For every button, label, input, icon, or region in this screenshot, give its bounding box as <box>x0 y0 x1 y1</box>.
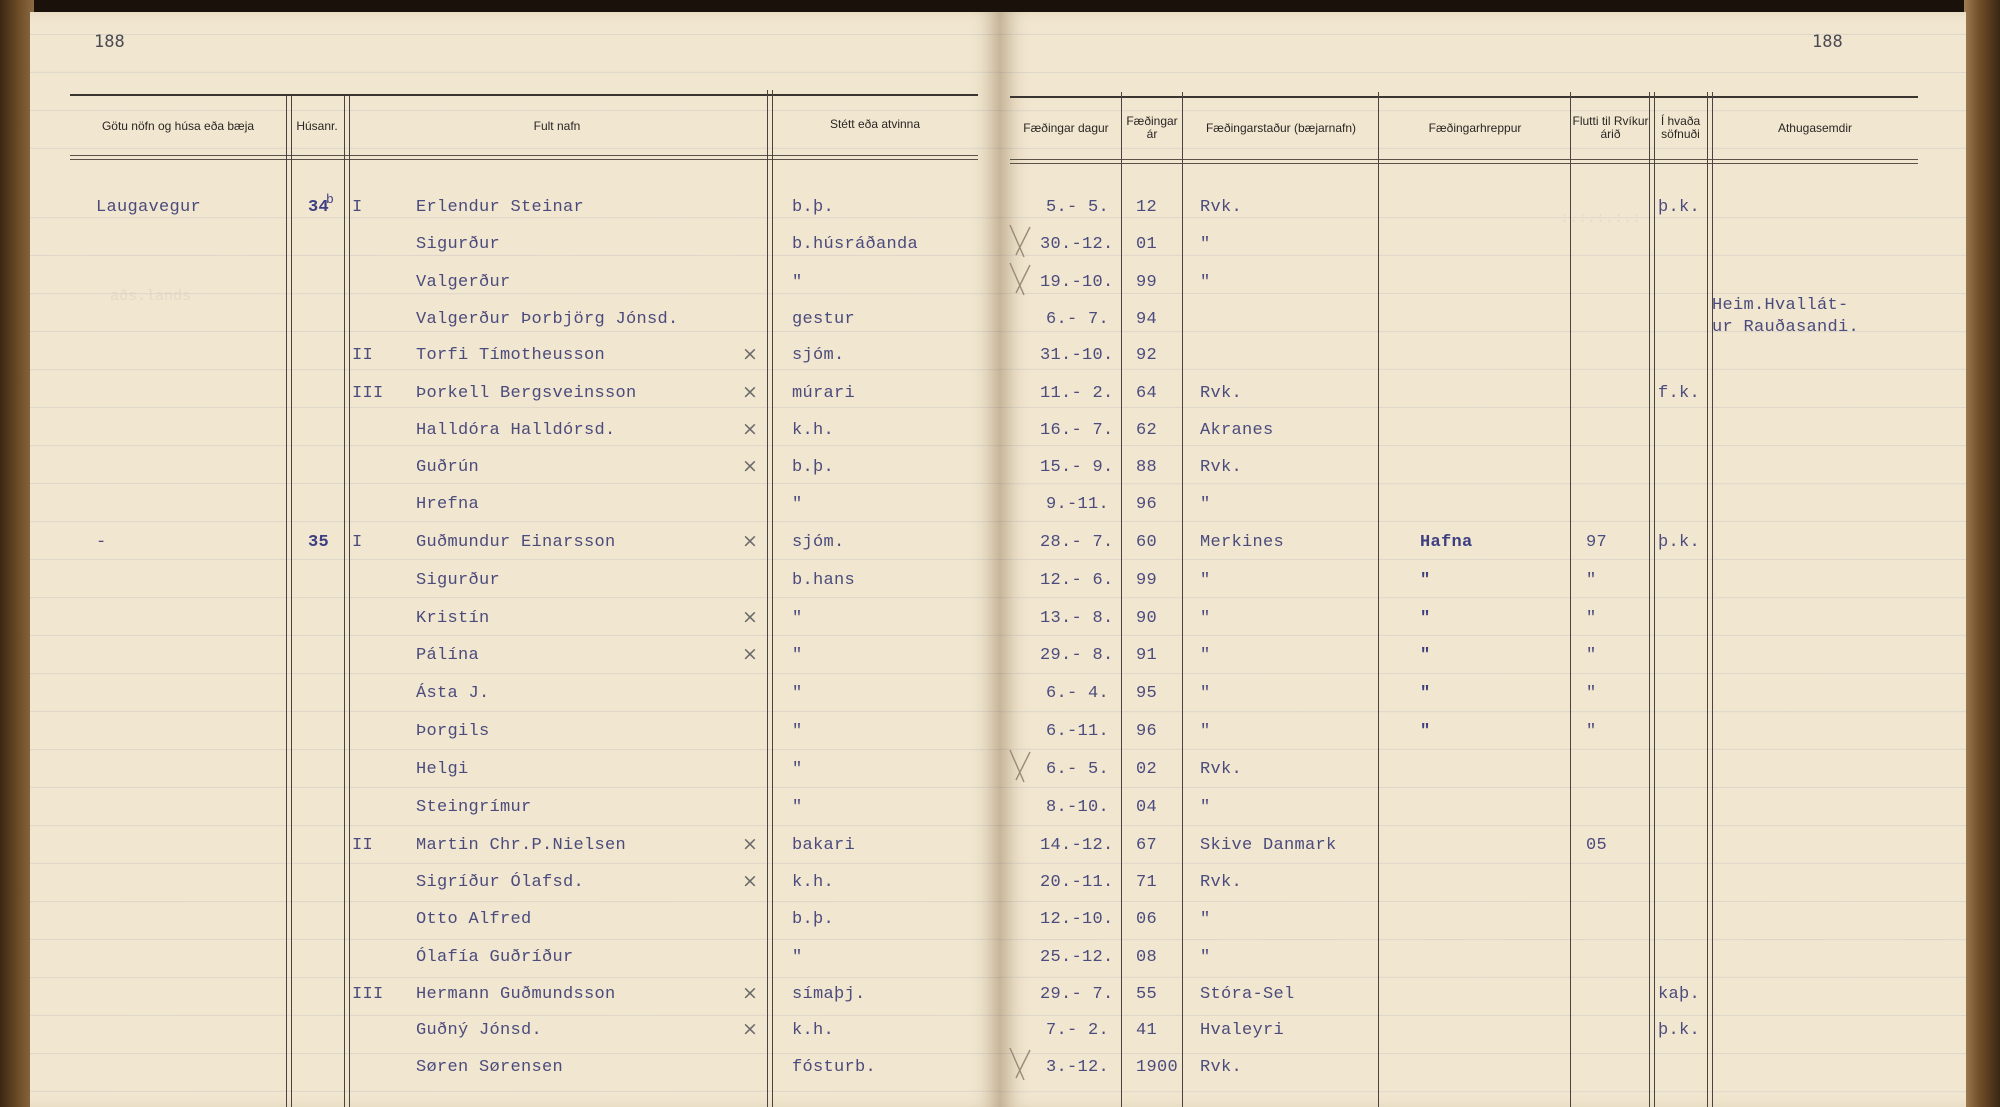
person-name: Sigurður <box>416 235 501 254</box>
col-divider <box>1649 92 1655 1107</box>
occupation-cell: sjóm. <box>792 533 845 552</box>
pencil-tick-icon <box>1004 221 1040 259</box>
header-bottom-rule-left <box>70 155 978 156</box>
col-divider <box>1378 92 1379 1107</box>
birth-day-cell: 25.-12. <box>1040 948 1114 967</box>
moved-year-cell: " <box>1586 722 1597 741</box>
person-name: Guðmundur Einarsson <box>416 533 616 552</box>
birth-place-cell: Rvk. <box>1200 458 1243 477</box>
check-cross-icon: × <box>742 606 758 628</box>
birth-year-cell: 12 <box>1136 198 1158 217</box>
house-number-cell: 34 <box>308 198 330 217</box>
header-street: Götu nöfn og húsa eða bæja <box>101 118 255 133</box>
birth-parish-cell: " <box>1420 646 1431 665</box>
person-name: Sigríður Ólafsd. <box>416 873 585 892</box>
person-name: Erlendur Steinar <box>416 198 585 217</box>
person-name: Hermann Guðmundsson <box>416 985 616 1004</box>
check-cross-icon: × <box>742 381 758 403</box>
occupation-cell: k.h. <box>792 873 835 892</box>
occupation-cell: b.þ. <box>792 910 835 929</box>
congregation-cell: þ.k. <box>1658 533 1701 552</box>
col-divider <box>1570 92 1571 1107</box>
page-number-left: 188 <box>94 32 125 52</box>
col-divider <box>344 96 350 1107</box>
birth-year-cell: 01 <box>1136 235 1158 254</box>
birth-day-cell: 12.- 6. <box>1040 571 1114 590</box>
birth-place-cell: Rvk. <box>1200 760 1243 779</box>
occupation-cell: " <box>792 684 803 703</box>
occupation-cell: " <box>792 798 803 817</box>
birth-year-cell: 96 <box>1136 495 1158 514</box>
header-congregation: Í hvaða söfnuði <box>1660 114 1701 141</box>
header-birth-year: Fæðingar ár <box>1126 114 1178 141</box>
congregation-cell: f.k. <box>1658 384 1701 403</box>
birth-day-cell: 28.- 7. <box>1040 533 1114 552</box>
moved-year-cell: " <box>1586 646 1597 665</box>
birth-day-cell: 6.- 7. <box>1046 310 1110 329</box>
birth-year-cell: 99 <box>1136 273 1158 292</box>
birth-parish-cell: " <box>1420 571 1431 590</box>
check-cross-icon: × <box>742 982 758 1004</box>
birth-place-cell: Merkines <box>1200 533 1285 552</box>
occupation-cell: gestur <box>792 310 856 329</box>
person-name: Steingrímur <box>416 798 532 817</box>
check-cross-icon: × <box>742 643 758 665</box>
birth-place-cell: " <box>1200 571 1211 590</box>
occupation-cell: k.h. <box>792 421 835 440</box>
birth-day-cell: 31.-10. <box>1040 346 1114 365</box>
person-name: Ólafía Guðríður <box>416 948 574 967</box>
check-cross-icon: × <box>742 1018 758 1040</box>
birth-year-cell: 1900 <box>1136 1058 1179 1077</box>
left-page <box>30 12 1000 1107</box>
birth-year-cell: 96 <box>1136 722 1158 741</box>
birth-day-cell: 29.- 7. <box>1040 985 1114 1004</box>
person-name: Hrefna <box>416 495 480 514</box>
occupation-cell: " <box>792 495 803 514</box>
occupation-cell: fósturb. <box>792 1058 877 1077</box>
birth-day-cell: 29.- 8. <box>1040 646 1114 665</box>
occupation-cell: símaþj. <box>792 985 866 1004</box>
moved-year-cell: " <box>1586 571 1597 590</box>
birth-day-cell: 19.-10. <box>1040 273 1114 292</box>
birth-place-cell: " <box>1200 722 1211 741</box>
birth-year-cell: 95 <box>1136 684 1158 703</box>
birth-day-cell: 6.-11. <box>1046 722 1110 741</box>
occupation-cell: b.hans <box>792 571 856 590</box>
house-number-cell: 35 <box>308 533 330 552</box>
birth-day-cell: 14.-12. <box>1040 836 1114 855</box>
person-name: Valgerður Þorbjörg Jónsd. <box>416 310 679 329</box>
person-name: Pálína <box>416 646 480 665</box>
person-name: Guðný Jónsd. <box>416 1021 543 1040</box>
birth-day-cell: 5.- 5. <box>1046 198 1110 217</box>
person-name: Torfi Tímotheusson <box>416 346 606 365</box>
birth-day-cell: 15.- 9. <box>1040 458 1114 477</box>
birth-year-cell: 91 <box>1136 646 1158 665</box>
house-number-suffix: b <box>326 192 334 207</box>
congregation-cell: þ.k. <box>1658 198 1701 217</box>
birth-place-cell: " <box>1200 798 1211 817</box>
household-number: III <box>352 985 384 1004</box>
person-name: Guðrún <box>416 458 480 477</box>
birth-place-cell: " <box>1200 948 1211 967</box>
person-name: Martin Chr.P.Nielsen <box>416 836 627 855</box>
moved-year-cell: 05 <box>1586 836 1608 855</box>
birth-year-cell: 67 <box>1136 836 1158 855</box>
pencil-tick-icon <box>1004 1044 1040 1082</box>
person-name: Kristín <box>416 609 490 628</box>
birth-day-cell: 3.-12. <box>1046 1058 1110 1077</box>
col-divider <box>1707 92 1713 1107</box>
occupation-cell: " <box>792 609 803 628</box>
birth-parish-cell: Hafna <box>1420 533 1473 552</box>
birth-day-cell: 9.-11. <box>1046 495 1110 514</box>
check-cross-icon: × <box>742 343 758 365</box>
occupation-cell: " <box>792 722 803 741</box>
birth-day-cell: 11.- 2. <box>1040 384 1114 403</box>
birth-year-cell: 06 <box>1136 910 1158 929</box>
header-birth-place: Fæðingarstaður (bæjarnafn) <box>1205 120 1357 135</box>
person-name: Helgi <box>416 760 469 779</box>
birth-year-cell: 41 <box>1136 1021 1158 1040</box>
moved-year-cell: " <box>1586 684 1597 703</box>
birth-day-cell: 7.- 2. <box>1046 1021 1110 1040</box>
check-cross-icon: × <box>742 833 758 855</box>
header-house-number: Húsanr. <box>296 118 338 133</box>
census-ledger: 188 188 Götu nöfn og húsa eða bæja Húsanr. Fult nafn Stétt eða atvinna Fæðingar dagur Fæðingar ár Fæðingarstaður (bæjarnafn) Fæðingarhreppur Flutti til Rvíkur árið Í hvaða söfnuði Athugasemdir aðs.lands :.:.:.:.: Laugavegur 34 b I Erlendur Steinar b.þ. 5.- 5. 12 Rvk. þ.k. Sigurður b.húsráðanda 30.-12. 01 " Valgerður " 19.-10. 99 " Valgerður Þorbjörg Jónsd. gestur 6.- 7. 94 Heim.Hvallát- II Torfi Tímotheusson sjóm. 31.-10. 92 ur Rauðasandi. × III Þorkell Bergsveinsson múrari 11.- 2. 64 Rvk. f.k. × Halldóra Halldórsd. k.h. 16.- 7. 62 Akranes × Guðrún b.þ. 15.- 9. 88 Rvk. × Hrefna " 9.-11. 96 " - 35 I Guðmundur Einarsson sjóm. 28.- 7. 60 Merkines Hafna 97 þ.k. × Sigurður b.hans 12.- 6. 99 " " " Kristín " 13.- 8. 90 " " " × Pálína " 29.- 8. 91 " " " × Ásta J. " 6.- 4. 95 " " " Þorgils " 6.-11. 96 " " " Helgi " 6.- 5. 02 Rvk. Steingrímur " 8.-10. 04 " II Martin Chr.P.Nielsen bakari 14.-12. 67 Skive Danmark 05 × Sigríður Ólafsd. k.h. 20.-11. 71 Rvk. × Otto Alfred b.þ. 12.-10. 06 " Ólafía Guðríður " 25.-12. 08 " III Hermann Guðmundsson símaþj. 29.- 7. 55 Stóra-Sel kaþ. × Guðný Jónsd. k.h. 7.- 2. 41 Hvaleyri þ.k. × Søren Sørensen fósturb. 3.-12. 1900 Rvk. <box>0 0 2000 1107</box>
birth-parish-cell: " <box>1420 609 1431 628</box>
birth-year-cell: 90 <box>1136 609 1158 628</box>
occupation-cell: " <box>792 948 803 967</box>
occupation-cell: sjóm. <box>792 346 845 365</box>
header-top-rule-right <box>1010 96 1918 98</box>
birth-day-cell: 12.-10. <box>1040 910 1114 929</box>
occupation-cell: bakari <box>792 836 856 855</box>
header-birth-day: Fæðingar dagur <box>1023 120 1109 135</box>
pencil-tick-icon <box>1004 259 1040 297</box>
birth-place-cell: " <box>1200 609 1211 628</box>
person-name: Valgerður <box>416 273 511 292</box>
birth-year-cell: 88 <box>1136 458 1158 477</box>
birth-day-cell: 20.-11. <box>1040 873 1114 892</box>
birth-place-cell: Rvk. <box>1200 198 1243 217</box>
person-name: Halldóra Halldórsd. <box>416 421 616 440</box>
person-name: Søren Sørensen <box>416 1058 564 1077</box>
person-name: Sigurður <box>416 571 501 590</box>
birth-year-cell: 08 <box>1136 948 1158 967</box>
check-cross-icon: × <box>742 455 758 477</box>
birth-place-cell: " <box>1200 273 1211 292</box>
birth-place-cell: " <box>1200 495 1211 514</box>
right-page <box>1000 12 1966 1107</box>
col-divider <box>286 96 292 1107</box>
header-bottom-rule-right-2 <box>1010 163 1918 164</box>
birth-year-cell: 64 <box>1136 384 1158 403</box>
street-cell: Laugavegur <box>96 198 202 217</box>
birth-day-cell: 16.- 7. <box>1040 421 1114 440</box>
birth-place-cell: " <box>1200 646 1211 665</box>
birth-day-cell: 8.-10. <box>1046 798 1110 817</box>
col-divider <box>767 90 773 1107</box>
birth-year-cell: 62 <box>1136 421 1158 440</box>
birth-year-cell: 04 <box>1136 798 1158 817</box>
check-cross-icon: × <box>742 530 758 552</box>
page-number-right: 188 <box>1812 32 1843 52</box>
header-bottom-rule-left-2 <box>70 159 978 160</box>
birth-place-cell: " <box>1200 910 1211 929</box>
header-remarks: Athugasemdir <box>1777 120 1853 135</box>
header-moved-year: Flutti til Rvíkur árið <box>1572 114 1649 141</box>
birth-place-cell: Rvk. <box>1200 384 1243 403</box>
moved-year-cell: " <box>1586 609 1597 628</box>
birth-year-cell: 60 <box>1136 533 1158 552</box>
birth-year-cell: 55 <box>1136 985 1158 1004</box>
birth-day-cell: 6.- 5. <box>1046 760 1110 779</box>
occupation-cell: b.húsráðanda <box>792 235 919 254</box>
birth-year-cell: 94 <box>1136 310 1158 329</box>
remarks-cell: ur Rauðasandi. <box>1712 318 1860 337</box>
birth-year-cell: 92 <box>1136 346 1158 365</box>
street-cell: - <box>96 533 107 552</box>
col-divider <box>1182 92 1183 1107</box>
birth-place-cell: Akranes <box>1200 421 1274 440</box>
birth-parish-cell: " <box>1420 684 1431 703</box>
header-birth-parish: Fæðingarhreppur <box>1428 120 1522 135</box>
birth-year-cell: 71 <box>1136 873 1158 892</box>
header-full-name: Fult nafn <box>533 118 581 133</box>
birth-day-cell: 6.- 4. <box>1046 684 1110 703</box>
birth-day-cell: 13.- 8. <box>1040 609 1114 628</box>
header-occupation: Stétt eða atvinna <box>829 116 921 131</box>
moved-year-cell: 97 <box>1586 533 1608 552</box>
remarks-cell: Heim.Hvallát- <box>1712 296 1849 315</box>
occupation-cell: b.þ. <box>792 458 835 477</box>
birth-place-cell: Hvaleyri <box>1200 1021 1285 1040</box>
birth-place-cell: Skive Danmark <box>1200 836 1337 855</box>
book-edge-left <box>0 0 34 1107</box>
person-name: Þorkell Bergsveinsson <box>416 384 637 403</box>
birth-place-cell: " <box>1200 684 1211 703</box>
book-edge-right <box>1964 0 2000 1107</box>
occupation-cell: b.þ. <box>792 198 835 217</box>
birth-place-cell: Rvk. <box>1200 873 1243 892</box>
person-name: Otto Alfred <box>416 910 532 929</box>
occupation-cell: múrari <box>792 384 856 403</box>
occupation-cell: " <box>792 646 803 665</box>
household-number: I <box>352 533 363 552</box>
birth-place-cell: Stóra-Sel <box>1200 985 1295 1004</box>
check-cross-icon: × <box>742 870 758 892</box>
household-number: III <box>352 384 384 403</box>
occupation-cell: k.h. <box>792 1021 835 1040</box>
occupation-cell: " <box>792 760 803 779</box>
household-number: II <box>352 836 374 855</box>
birth-place-cell: Rvk. <box>1200 1058 1243 1077</box>
occupation-cell: " <box>792 273 803 292</box>
congregation-cell: þ.k. <box>1658 1021 1701 1040</box>
household-number: II <box>352 346 374 365</box>
birth-place-cell: " <box>1200 235 1211 254</box>
birth-parish-cell: " <box>1420 722 1431 741</box>
birth-day-cell: 30.-12. <box>1040 235 1114 254</box>
birth-year-cell: 02 <box>1136 760 1158 779</box>
header-bottom-rule-right <box>1010 159 1918 160</box>
person-name: Ásta J. <box>416 684 490 703</box>
congregation-cell: kaþ. <box>1658 985 1701 1004</box>
pencil-tick-icon <box>1004 746 1040 784</box>
person-name: Þorgils <box>416 722 490 741</box>
household-number: I <box>352 198 363 217</box>
birth-year-cell: 99 <box>1136 571 1158 590</box>
col-divider <box>1121 92 1122 1107</box>
check-cross-icon: × <box>742 418 758 440</box>
